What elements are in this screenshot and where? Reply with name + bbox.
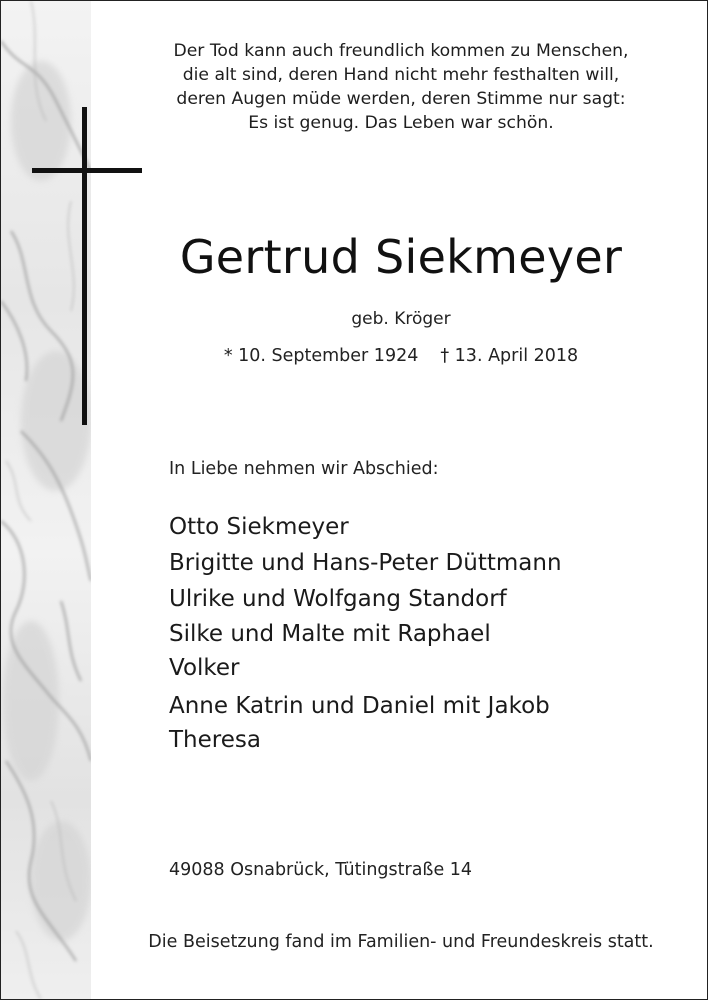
mourner-name: Silke und Malte mit Raphael [169, 621, 491, 647]
cross-icon [82, 107, 87, 425]
mourner-name: Theresa [169, 727, 261, 753]
cross-crossbar [32, 168, 142, 173]
mourner-name: Brigitte und Hans-Peter Düttmann [169, 550, 562, 576]
birth-date: * 10. September 1924 [223, 346, 419, 366]
maiden-name: geb. Kröger [351, 309, 451, 329]
mourners-list [169, 509, 562, 757]
mourner-name: Otto Siekmeyer [169, 514, 349, 540]
death-date: † 13. April 2018 [440, 346, 579, 366]
poem [101, 39, 701, 135]
mourner-name: Volker [169, 655, 240, 681]
deceased-name: Gertrud Siekmeyer [179, 230, 623, 284]
farewell-line: In Liebe nehmen wir Abschied: [169, 459, 439, 479]
address: 49088 Osnabrück, Tütingstraße 14 [169, 860, 473, 880]
funeral-notice: Die Beisetzung fand im Familien- und Freundeskreis statt. [148, 932, 654, 952]
life-dates [101, 343, 701, 369]
marble-texture [1, 1, 91, 999]
poem-line: Es ist genug. Das Leben war schön. [248, 113, 554, 133]
mourner-name: Anne Katrin und Daniel mit Jakob [169, 693, 550, 719]
poem-line: die alt sind, deren Hand nicht mehr festhalten will, [182, 65, 620, 85]
mourner-name: Ulrike und Wolfgang Standorf [169, 586, 507, 612]
poem-line: Der Tod kann auch freundlich kommen zu Menschen, [173, 41, 629, 61]
marble-border [1, 1, 91, 999]
poem-line: deren Augen müde werden, deren Stimme nur sagt: [176, 89, 626, 109]
